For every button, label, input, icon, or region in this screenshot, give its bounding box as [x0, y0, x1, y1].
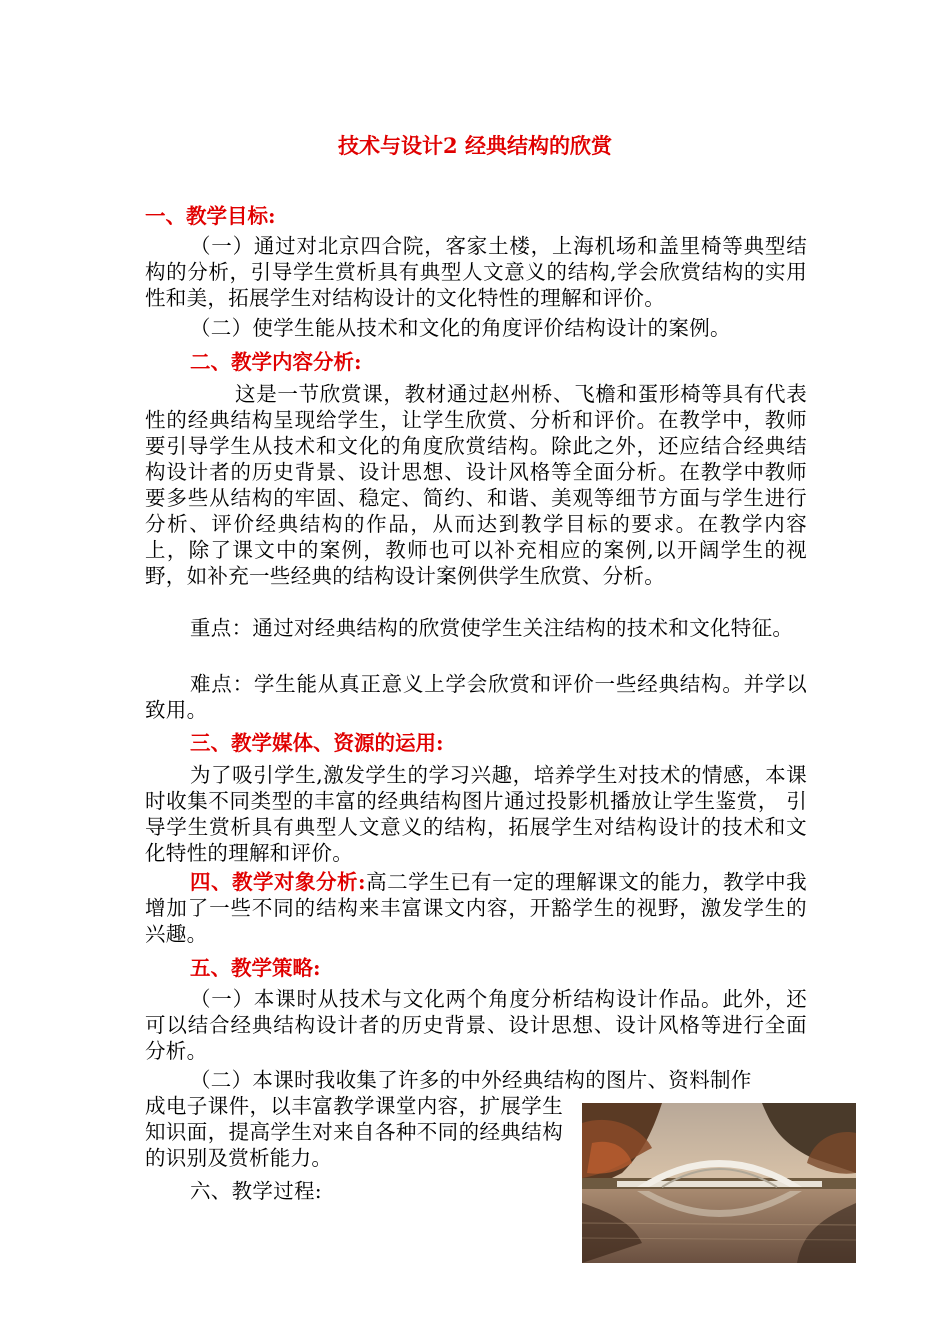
content-paragraph: 这是一节欣赏课，教材通过赵州桥、飞檐和蛋形椅等具有代表性的经典结构呈现给学生，让学生欣赏、分析和评价。在教学中，教师要引导学生从技术和文化的角度欣赏结构。除此之外，还应结合经典结构设计者的历史背景、设计思想、设计风格等全面分析。在教学中教师要多些从结构的牢固、稳定、简约、和谐、美观等细节方面与学生进行分析、评价经典结构的作品，从而达到教学目标的要求。在教学内容上，除了课文中的案例，教师也可以补充相应的案例,以开阔学生的视野，如补充一些经典的结构设计案例供学生欣赏、分析。	[145, 382, 807, 588]
key-point-paragraph: 重点：通过对经典结构的欣赏使学生关注结构的技术和文化特征。	[190, 616, 794, 640]
section-media-heading: 三、教学媒体、资源的运用:	[190, 731, 444, 755]
media-paragraph: 为了吸引学生,激发学生的学习兴趣，培养学生对技术的情感，本课时收集不同类型的丰富的经典结构图片通过投影机播放让学生鉴赏， 引导学生赏析具有典型人文意义的结构，拓展学生对结构设计的技术和文化特性的理解和评价。	[145, 763, 807, 865]
strategy-paragraph-2-rest: 成电子课件，以丰富教学课堂内容，扩展学生知识面，提高学生对来自各种不同的经典结构的识别及赏析能力。	[145, 1094, 563, 1170]
audience-paragraph	[145, 869, 807, 947]
audience-text: 高二学生已有一定的理解课文的能力，教学中我增加了一些不同的结构来丰富课文内容，开豁学生的视野，激发学生的兴趣。	[145, 870, 807, 946]
document-title: 技术与设计2 经典结构的欣赏	[338, 133, 612, 158]
goal-paragraph-1: （一）通过对北京四合院，客家土楼，上海机场和盖里椅等典型结构的分析，引导学生赏析具有典型人文意义的结构,学会欣赏结构的实用性和美，拓展学生对结构设计的文化特性的理解和评价。	[145, 234, 807, 310]
section-content-heading: 二、教学内容分析:	[190, 350, 362, 374]
zhaozhou-bridge-photo	[582, 1103, 856, 1263]
section-goals-heading: 一、教学目标:	[145, 204, 276, 228]
section-strategy-heading: 五、教学策略:	[190, 956, 321, 980]
section-audience-heading: 四、教学对象分析:	[190, 870, 366, 894]
difficult-point-paragraph: 难点：学生能从真正意义上学会欣赏和评价一些经典结构。并学以致用。	[145, 672, 807, 722]
goal-paragraph-2: （二）使学生能从技术和文化的角度评价结构设计的案例。	[190, 316, 731, 340]
strategy-paragraph-1: （一）本课时从技术与文化两个角度分析结构设计作品。此外，还可以结合经典结构设计者的历史背景、设计思想、设计风格等进行全面分析。	[145, 987, 807, 1063]
section-process-heading: 六、教学过程:	[190, 1179, 323, 1203]
strategy-paragraph-2-line-1: （二）本课时我收集了许多的中外经典结构的图片、资料制作	[190, 1068, 752, 1092]
